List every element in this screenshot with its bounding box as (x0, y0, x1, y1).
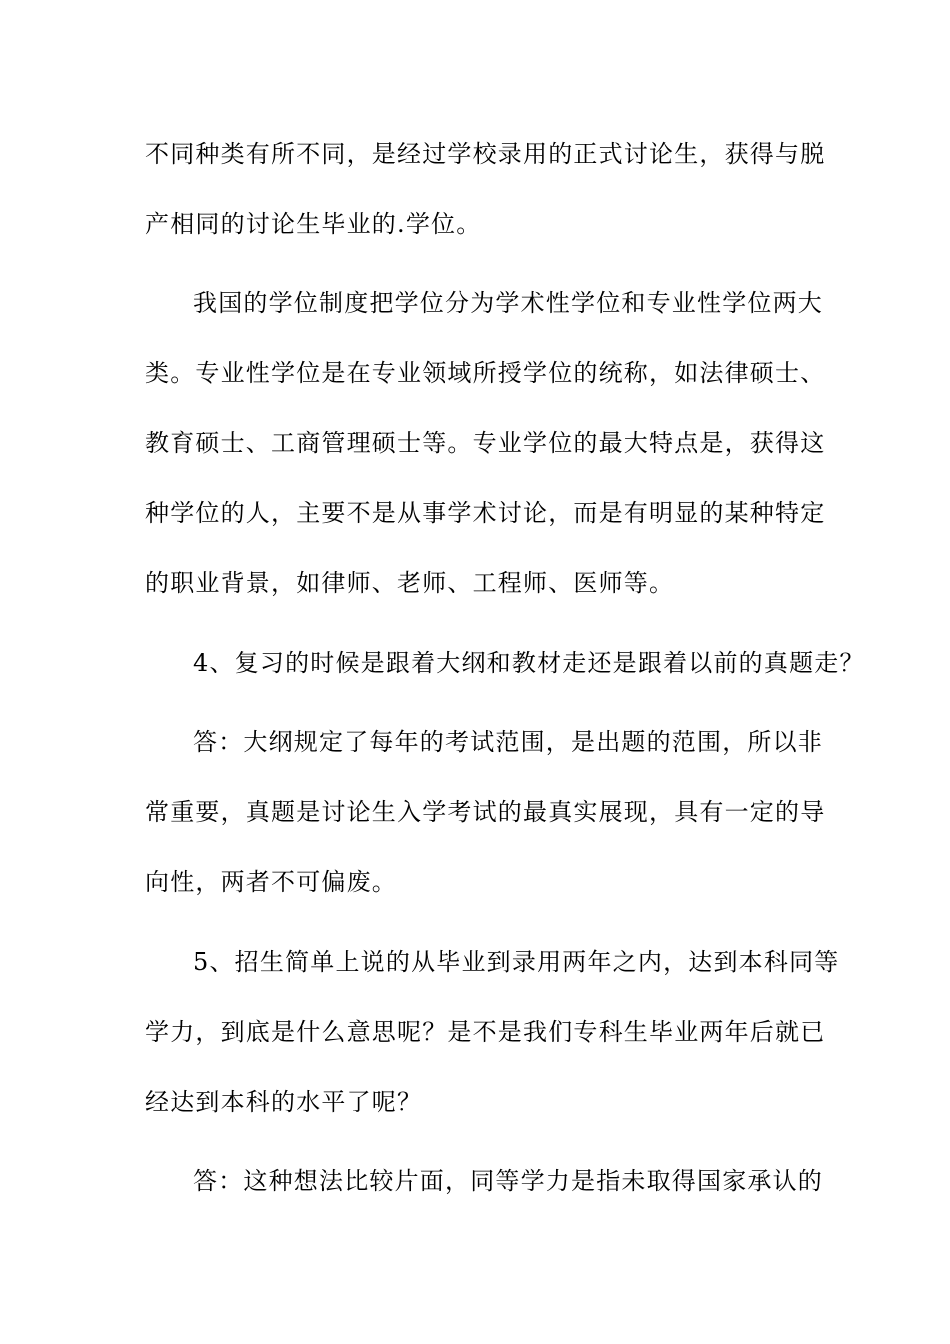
paragraph-line: 种学位的人，主要不是从事学术讨论，而是有明显的某种特定 (145, 499, 826, 527)
paragraph-line: 答：大纲规定了每年的考试范围，是出题的范围，所以非 (193, 728, 823, 756)
paragraph-line: 我国的学位制度把学位分为学术性学位和专业性学位两大 (193, 289, 823, 317)
paragraph-line: 不同种类有所不同，是经过学校录用的正式讨论生，获得与脱 (145, 140, 826, 168)
question-heading: 4、复习的时候是跟着大纲和教材走还是跟着以前的真题走？ (193, 649, 865, 677)
paragraph-line: 经达到本科的水平了呢？ (145, 1088, 423, 1116)
paragraph-line: 向性，两者不可偏废。 (145, 868, 397, 896)
paragraph-line: 学力，到底是什么意思呢？是不是我们专科生毕业两年后就已 (145, 1018, 826, 1046)
paragraph-line: 答：这种想法比较片面，同等学力是指未取得国家承认的 (193, 1167, 823, 1195)
paragraph-line: 教育硕士、工商管理硕士等。专业学位的最大特点是，获得这 (145, 429, 826, 457)
paragraph-line: 类。专业性学位是在专业领域所授学位的统称，如法律硕士、 (145, 359, 826, 387)
paragraph-line: 常重要，真题是讨论生入学考试的最真实展现，具有一定的导 (145, 798, 826, 826)
paragraph-line: 产相同的讨论生毕业的.学位。 (145, 210, 482, 238)
question-heading: 5、招生简单上说的从毕业到录用两年之内，达到本科同等 (193, 948, 840, 976)
paragraph-line: 的职业背景，如律师、老师、工程师、医师等。 (145, 569, 675, 597)
